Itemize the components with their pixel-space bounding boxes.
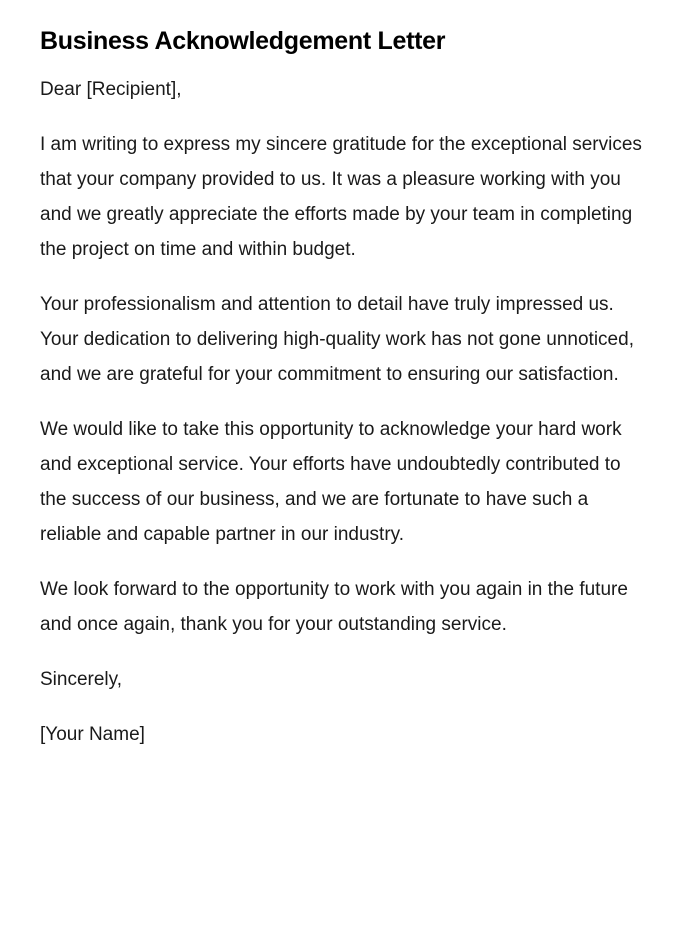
letter-closing: Sincerely, xyxy=(40,669,123,690)
letter-paragraph-2: Your professionalism and attention to detail have truly impressed us. Your dedication to delivering high-quality work has not gone unnoticed, and we are grateful for your commitment to ensuring our satisfaction. xyxy=(40,294,634,385)
letter-greeting: Dear [Recipient], xyxy=(40,79,182,100)
letter-signature: [Your Name] xyxy=(40,724,145,745)
letter-paragraph-1: I am writing to express my sincere gratitude for the exceptional services that your company provided to us. It was a pleasure working with you and we greatly appreciate the efforts made by your team in completing the project on time and within budget. xyxy=(40,134,642,260)
letter-paragraph-4: We look forward to the opportunity to work with you again in the future and once again, thank you for your outstanding service. xyxy=(40,579,628,635)
letter-paragraph-3: We would like to take this opportunity to acknowledge your hard work and exceptional service. Your efforts have undoubtedly contributed to the success of our business, and we are fortunate to have such a reliable and capable partner in our industry. xyxy=(40,419,622,545)
letter-title: Business Acknowledgement Letter xyxy=(40,27,446,55)
